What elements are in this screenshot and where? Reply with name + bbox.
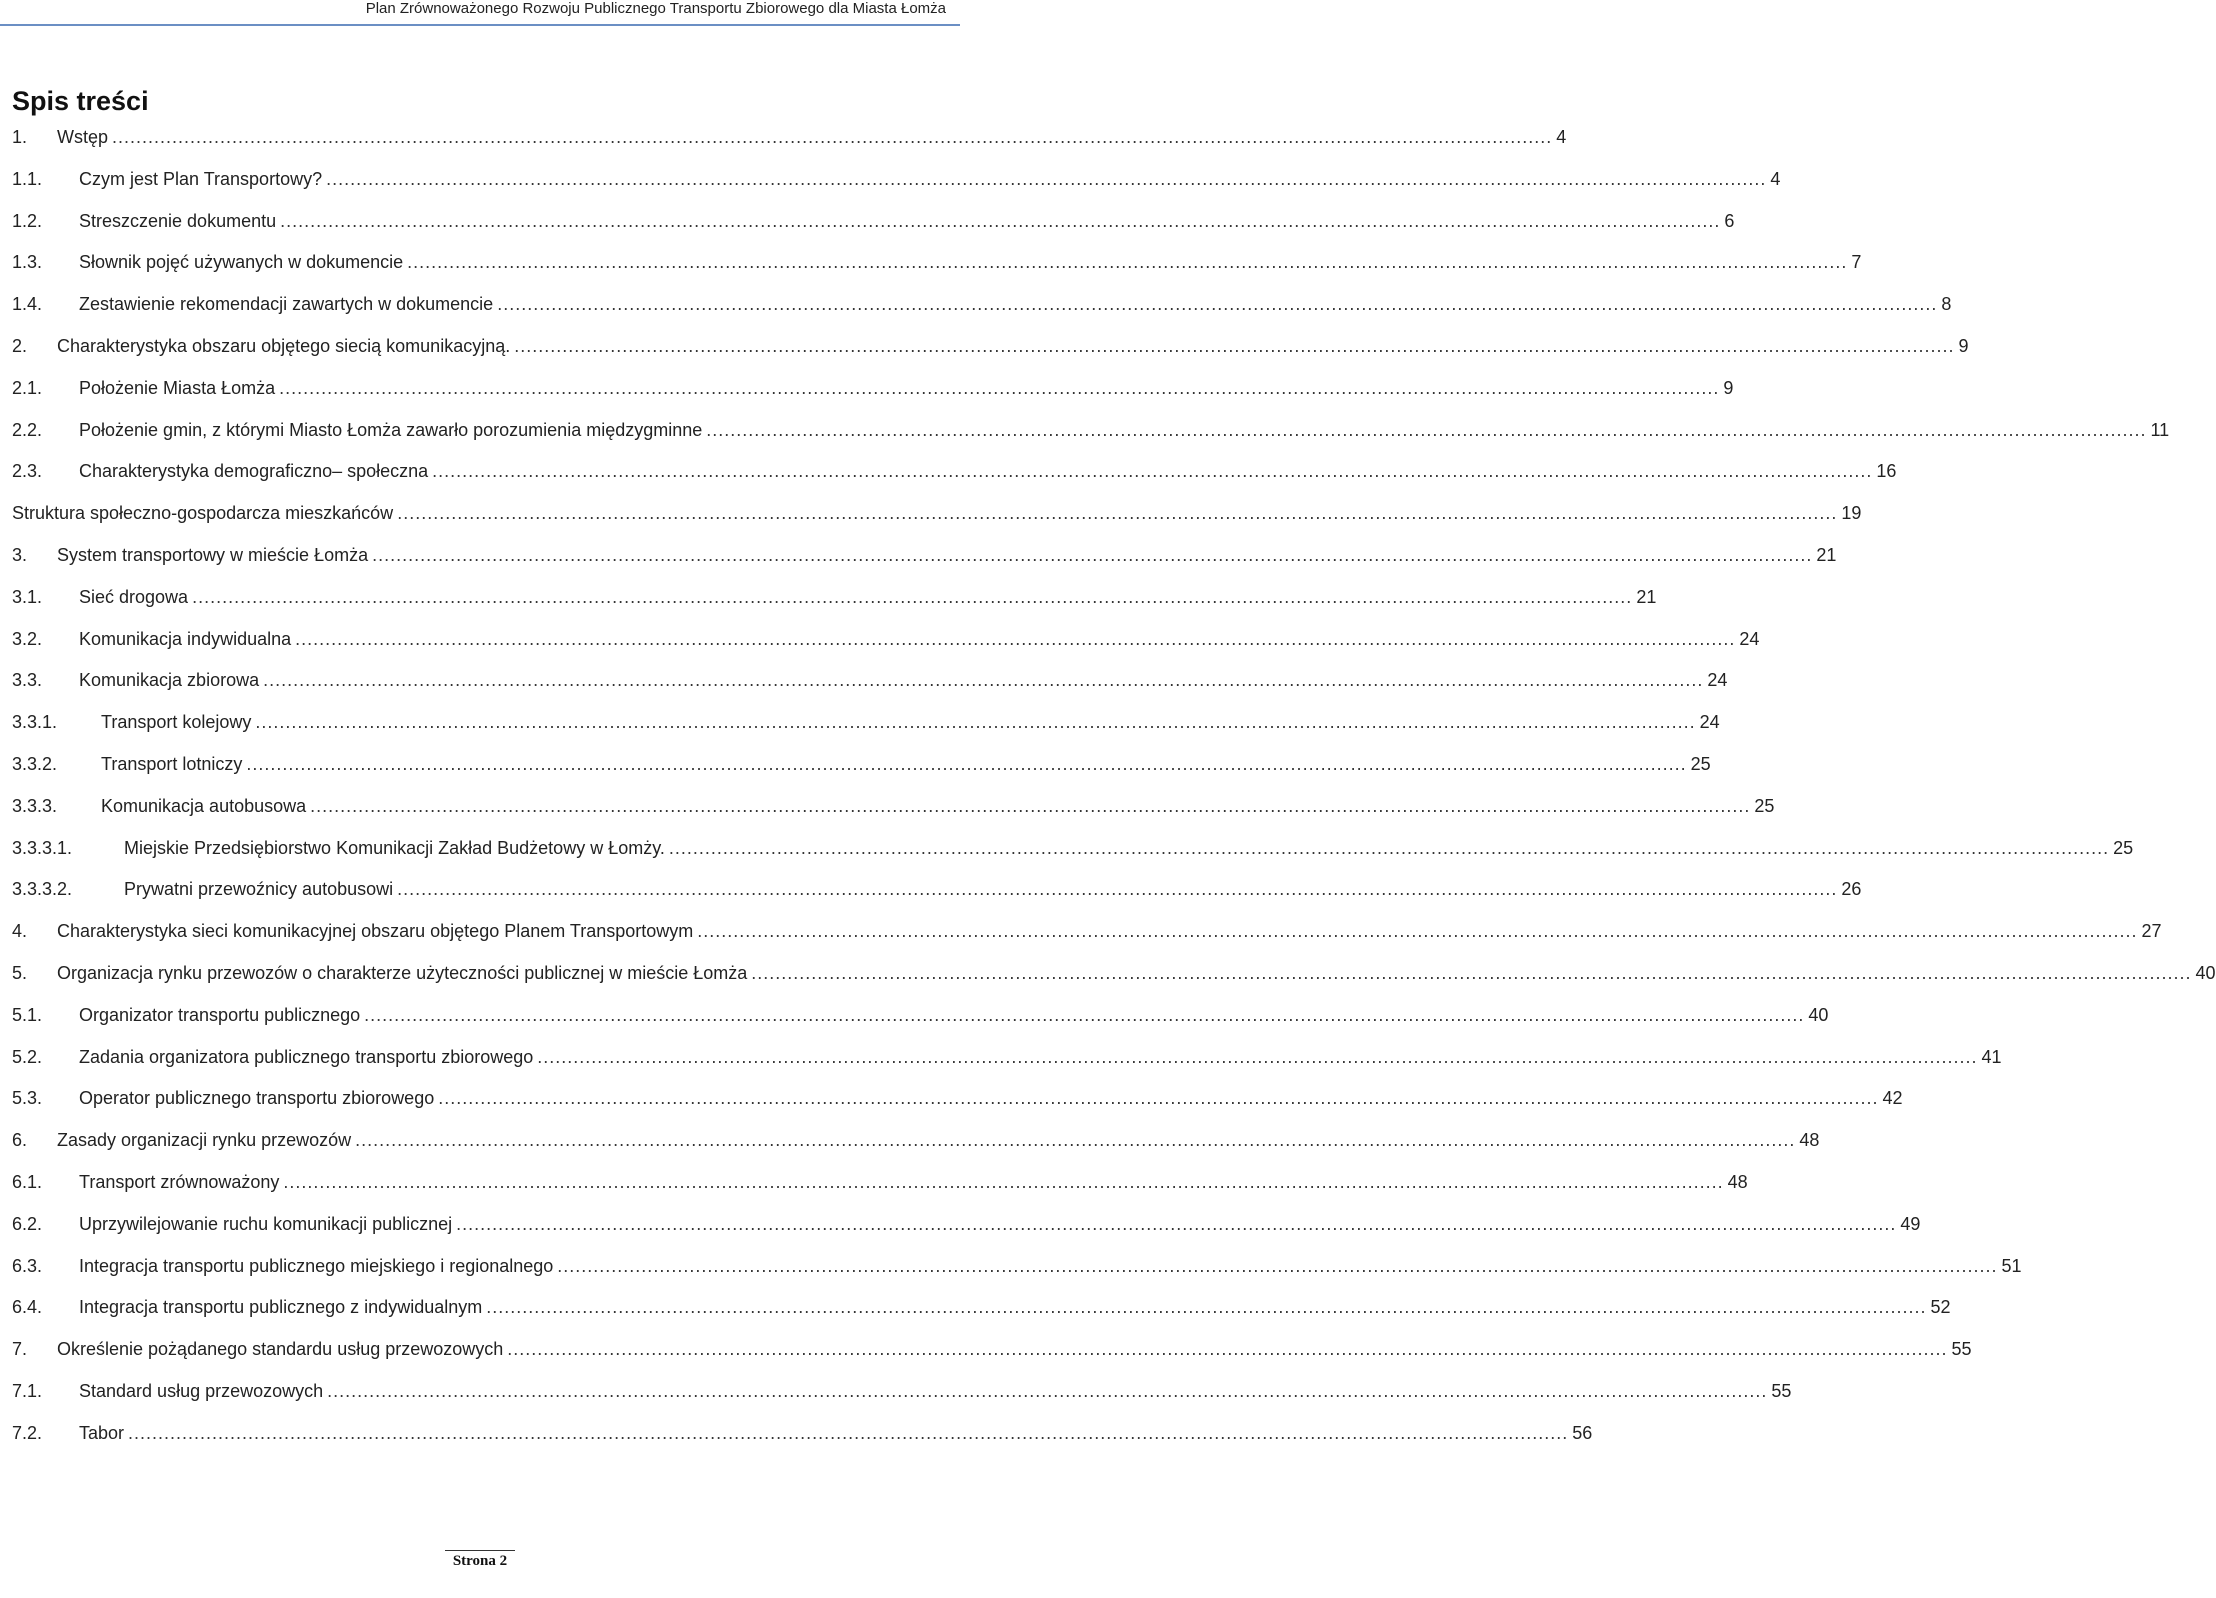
toc-entry-title: Położenie gmin, z którymi Miasto Łomża zawarło porozumienia międzygminne [79, 419, 703, 440]
toc-entry-title: Transport zrównoważony [79, 1171, 280, 1192]
toc-entry-page: 51 [2001, 1255, 2022, 1276]
toc-dot-leader [669, 835, 2109, 861]
toc-dot-leader [557, 1253, 1997, 1279]
toc-dot-leader [283, 1169, 1723, 1195]
toc-dot-leader [279, 375, 1719, 401]
toc-entry-page: 56 [1572, 1422, 1593, 1443]
toc-entry[interactable] [12, 291, 1952, 333]
toc-dot-leader [486, 1294, 1926, 1320]
toc-entry[interactable] [12, 542, 1837, 584]
toc-entry-number: 2. [12, 335, 28, 356]
toc-entry-title: Sieć drogowa [79, 586, 189, 607]
toc-entry-title: Transport lotniczy [101, 753, 243, 774]
toc-entry-number: 2.1. [12, 377, 43, 398]
toc-entry-page: 55 [1771, 1380, 1792, 1401]
page-footer [0, 1550, 960, 1570]
toc-entry[interactable] [12, 208, 1735, 250]
toc-entry[interactable] [12, 124, 1567, 166]
toc-entry-number: 3. [12, 544, 28, 565]
toc-entry-page: 26 [1841, 879, 1862, 900]
toc-entry[interactable] [12, 793, 1775, 835]
toc-entry-page: 25 [2113, 837, 2134, 858]
toc-entry-title: Komunikacja zbiorowa [79, 670, 260, 691]
toc-entry[interactable] [12, 1294, 1951, 1336]
toc-entry[interactable] [12, 1085, 1903, 1127]
toc-entry-number: 3.3.3.2. [12, 879, 73, 900]
toc-dot-leader [537, 1044, 1977, 1070]
toc-entry[interactable] [12, 584, 1657, 626]
toc-entry-number: 3.1. [12, 586, 43, 607]
toc-entry[interactable] [12, 1211, 1921, 1253]
toc-entry-page: 25 [1754, 795, 1775, 816]
toc-entry[interactable] [12, 1420, 1593, 1462]
toc-entry-page: 8 [1941, 294, 1952, 315]
toc-entry[interactable] [12, 876, 1862, 918]
toc-entry[interactable] [12, 1002, 1829, 1044]
toc-entry-page: 48 [1727, 1171, 1748, 1192]
toc-entry-title: Komunikacja indywidualna [79, 628, 292, 649]
toc-entry[interactable] [12, 667, 1728, 709]
toc-dot-leader [397, 876, 1837, 902]
toc-entry-title: Zestawienie rekomendacji zawartych w dokumencie [79, 294, 494, 315]
toc-entry-title: Tabor [79, 1422, 125, 1443]
toc-entry[interactable] [12, 751, 1711, 793]
toc-entry[interactable] [12, 1336, 1972, 1378]
toc-entry-title: Streszczenie dokumentu [79, 210, 277, 231]
toc-entry-page: 41 [1981, 1046, 2002, 1067]
toc-entry-title: Organizacja rynku przewozów o charakterze użyteczności publicznej w mieście Łomża [57, 962, 748, 983]
toc-entry-page: 25 [1690, 753, 1711, 774]
toc-entry-page: 9 [1723, 377, 1734, 398]
toc-dot-leader [295, 626, 1735, 652]
toc-dot-leader [407, 249, 1847, 275]
toc-entry-number: 7.1. [12, 1380, 43, 1401]
toc-entry-title: Prywatni przewoźnicy autobusowi [124, 879, 394, 900]
toc-dot-leader [327, 1378, 1767, 1404]
toc-entry-title: Operator publicznego transportu zbiorowego [79, 1088, 435, 1109]
toc-entry[interactable] [12, 960, 2216, 1002]
toc-entry-title: Określenie pożądanego standardu usług przewozowych [57, 1339, 504, 1360]
toc-entry-number: 7. [12, 1339, 28, 1360]
toc-entry-number: 6.4. [12, 1297, 43, 1318]
toc-entry-title: Uprzywilejowanie ruchu komunikacji publicznej [79, 1213, 453, 1234]
toc-entry-number: 5.2. [12, 1046, 43, 1067]
toc-entry-title: Charakterystyka obszaru objętego siecią komunikacyjną. [57, 335, 511, 356]
toc-entry-page: 24 [1699, 712, 1720, 733]
toc-dot-leader [246, 751, 1686, 777]
toc-entry-title: Struktura społeczno-gospodarcza mieszkańców [12, 503, 394, 524]
toc-entry-page: 27 [2141, 921, 2162, 942]
toc-entry-page: 7 [1851, 252, 1862, 273]
toc-dot-leader [263, 667, 1703, 693]
toc-dot-leader [372, 542, 1812, 568]
toc-entry-number: 5.1. [12, 1004, 43, 1025]
toc-entry-number: 3.3.3. [12, 795, 58, 816]
toc-entry-title: Charakterystyka demograficzno– społeczna [79, 461, 429, 482]
toc-dot-leader [507, 1336, 1947, 1362]
toc-entry-number: 7.2. [12, 1422, 43, 1443]
toc-entry-number: 1.1. [12, 168, 43, 189]
toc-entry-number: 2.3. [12, 461, 43, 482]
toc-entry-title: Zasady organizacji rynku przewozów [57, 1130, 352, 1151]
toc-entry-page: 21 [1636, 586, 1657, 607]
toc-entry-page: 40 [1808, 1004, 1829, 1025]
toc-entry-title: Zadania organizatora publicznego transportu zbiorowego [79, 1046, 534, 1067]
toc-entry-page: 4 [1556, 127, 1567, 147]
toc-dot-leader [112, 124, 1552, 150]
toc-entry-number: 5. [12, 962, 28, 983]
toc-entry[interactable] [12, 918, 2162, 960]
toc-entry-page: 55 [1951, 1339, 1972, 1360]
toc-entry-number: 3.3.3.1. [12, 837, 73, 858]
toc-dot-leader [355, 1127, 1795, 1153]
toc-entry-number: 3.2. [12, 628, 43, 649]
toc-entry-page: 48 [1799, 1130, 1820, 1151]
toc-dot-leader [128, 1420, 1568, 1446]
toc-dot-leader [514, 333, 1954, 359]
toc-dot-leader [364, 1002, 1804, 1028]
toc-entry-page: 9 [1958, 335, 1969, 356]
document-title: Plan Zrównoważonego Rozwoju Publicznego Transportu Zbiorowego dla Miasta Łomża [365, 0, 946, 17]
toc-dot-leader [497, 291, 1937, 317]
toc-entry[interactable] [12, 1127, 1820, 1169]
toc-entry[interactable] [12, 1169, 1748, 1211]
toc-entry-number: 6.1. [12, 1171, 43, 1192]
toc-dot-leader [192, 584, 1632, 610]
toc-dot-leader [280, 208, 1720, 234]
toc-entry-number: 5.3. [12, 1088, 43, 1109]
toc-entry[interactable] [12, 375, 1734, 417]
toc-entry-page: 4 [1770, 168, 1781, 189]
toc-entry-number: 6.3. [12, 1255, 43, 1276]
toc-entry[interactable] [12, 500, 1862, 542]
toc-dot-leader [438, 1085, 1878, 1111]
toc-entry-page: 21 [1816, 544, 1837, 565]
toc-entry-number: 1.2. [12, 210, 43, 231]
toc-entry-title: System transportowy w mieście Łomża [57, 544, 369, 565]
toc-entry-title: Transport kolejowy [101, 712, 252, 733]
toc-dot-leader [697, 918, 2137, 944]
toc-entry[interactable] [12, 709, 1720, 751]
toc-entry-title: Słownik pojęć używanych w dokumencie [79, 252, 404, 273]
toc-entry-title: Wstęp [57, 127, 109, 147]
toc-dot-leader [326, 166, 1766, 192]
toc-heading: Spis treści [12, 86, 149, 116]
toc-entry-page: 42 [1882, 1088, 1903, 1109]
toc-entry[interactable] [12, 626, 1760, 668]
toc-entry-page: 19 [1841, 503, 1862, 524]
toc-dot-leader [397, 500, 1837, 526]
toc-entry[interactable] [12, 166, 1781, 208]
toc-entry-page: 52 [1930, 1297, 1951, 1318]
page-number: Strona 2 [445, 1550, 515, 1570]
toc-entry-number: 6. [12, 1130, 28, 1151]
toc-entry-number: 3.3.2. [12, 753, 58, 774]
toc-entry-page: 24 [1707, 670, 1728, 691]
table-of-contents [12, 124, 2216, 1462]
toc-entry[interactable] [12, 458, 1897, 500]
toc-entry-number: 2.2. [12, 419, 43, 440]
toc-entry-number: 3.3.1. [12, 712, 58, 733]
toc-entry[interactable] [12, 835, 2134, 877]
toc-dot-leader [255, 709, 1695, 735]
toc-entry-number: 1.4. [12, 294, 43, 315]
toc-entry-title: Komunikacja autobusowa [101, 795, 307, 816]
toc-entry-title: Integracja transportu publicznego miejskiego i regionalnego [79, 1255, 554, 1276]
toc-entry[interactable] [12, 1044, 2002, 1086]
toc-dot-leader [706, 417, 2146, 443]
toc-dot-leader [456, 1211, 1896, 1237]
toc-entry[interactable] [12, 417, 2170, 459]
toc-entry-page: 16 [1876, 461, 1897, 482]
toc-entry-title: Standard usług przewozowych [79, 1380, 324, 1401]
toc-entry-title: Integracja transportu publicznego z indywidualnym [79, 1297, 483, 1318]
toc-entry-title: Położenie Miasta Łomża [79, 377, 276, 398]
toc-dot-leader [432, 458, 1872, 484]
toc-dot-leader [751, 960, 2191, 986]
toc-entry-title: Charakterystyka sieci komunikacyjnej obszaru objętego Planem Transportowym [57, 921, 694, 942]
page-header [0, 0, 960, 26]
toc-entry[interactable] [12, 1253, 2022, 1295]
toc-dot-leader [310, 793, 1750, 819]
toc-entry-page: 49 [1900, 1213, 1921, 1234]
toc-entry-page: 40 [2195, 962, 2216, 983]
toc-entry-number: 1.3. [12, 252, 43, 273]
toc-entry-number: 1. [12, 127, 28, 147]
toc-entry-number: 3.3. [12, 670, 43, 691]
toc-entry-number: 6.2. [12, 1213, 43, 1234]
toc-entry-title: Organizator transportu publicznego [79, 1004, 361, 1025]
toc-entry[interactable] [12, 1378, 1792, 1420]
toc-entry-page: 6 [1724, 210, 1735, 231]
toc-entry-number: 4. [12, 921, 28, 942]
toc-entry-page: 24 [1739, 628, 1760, 649]
toc-entry-title: Miejskie Przedsiębiorstwo Komunikacji Zakład Budżetowy w Łomży. [124, 837, 665, 858]
toc-entry-title: Czym jest Plan Transportowy? [79, 168, 323, 189]
toc-entry-page: 11 [2150, 419, 2170, 440]
toc-entry[interactable] [12, 249, 1862, 291]
toc-entry[interactable] [12, 333, 1969, 375]
